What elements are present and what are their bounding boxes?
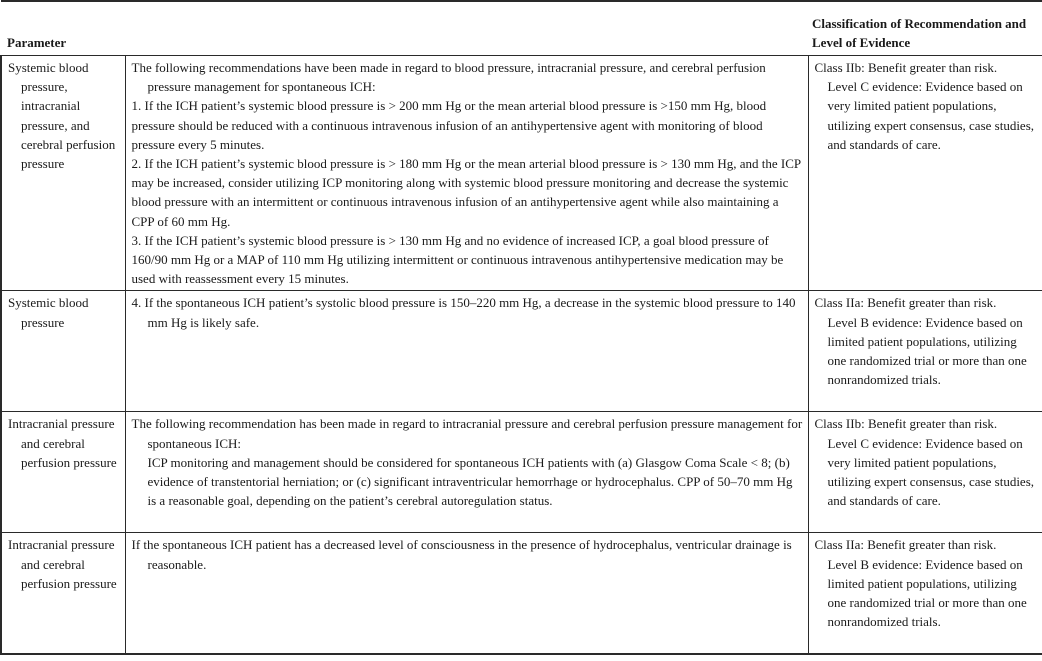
recommendation-cell: [125, 56, 808, 291]
recommendation-item: 1. If the ICH patient’s systemic blood pressure is > 200 mm Hg or the mean arterial blood pressure is >150 mm Hg, blood pressure should be reduced with a continuous intravenous infusion of an antihypertensive agent with monitoring of blood pressure every 5 minutes.: [131, 98, 767, 152]
recommendation-item: ICP monitoring and management should be considered for spontaneous ICH patients with (a) Glasgow Coma Scale < 8; (b) evidence of transtentorial herniation; or (c) significant intraventricular hemorrhage or hydrocephalus. CPP of 50–70 mm Hg is a reasonable goal, depending on the patient’s cerebral autoregulation status.: [147, 454, 793, 509]
table-body: [1, 56, 1042, 655]
recommendation-cell: [125, 291, 808, 412]
evidence-level-text: Level B evidence: Evidence based on limited patient populations, utilizing one randomized trial or more than one nonrandomized trials.: [827, 314, 1027, 388]
table-row: [1, 56, 1042, 291]
table-row: [1, 291, 1042, 412]
parameter-text: Intracranial pressure and cerebral perfusion pressure: [8, 416, 117, 470]
recommendation-intro: 4. If the spontaneous ICH patient’s systolic blood pressure is 150–220 mm Hg, a decrease in the systemic blood pressure to 140 mm Hg is likely safe.: [131, 295, 796, 330]
classification-cell: [808, 56, 1042, 291]
recommendation-item: 2. If the ICH patient’s systemic blood pressure is > 180 mm Hg or the mean arterial blood pressure is > 130 mm Hg, and the ICP may be increased, consider utilizing ICP monitoring along with systemic blood pressure monitoring and decrease the systemic blood pressure with an intermittent or continuous intravenous infusion of an antihypertensive agent while also maintaining a CPP of 60 mm Hg.: [131, 156, 801, 229]
header-classification: Classification of Recommendation and Level of Evidence: [808, 1, 1042, 56]
evidence-level-text: Level B evidence: Evidence based on limited patient populations, utilizing one randomized trial or more than one nonrandomized trials.: [827, 556, 1027, 630]
table-row: [1, 533, 1042, 655]
parameter-cell: [1, 291, 125, 412]
recommendation-item: 3. If the ICH patient’s systemic blood pressure is > 130 mm Hg and no evidence of increased ICP, a goal blood pressure of 160/90 mm Hg or a MAP of 110 mm Hg utilizing intermittent or continuous intravenous antihypertensive medication may be used with reassessment every 15 minutes.: [131, 232, 784, 287]
class-text: Class IIa: Benefit greater than risk.: [814, 295, 997, 311]
parameter-cell: [1, 533, 125, 655]
parameter-cell: [1, 412, 125, 533]
recommendation-cell: [125, 412, 808, 533]
class-text: Class IIa: Benefit greater than risk.: [814, 537, 997, 553]
parameter-cell: [1, 56, 125, 291]
parameter-text: Intracranial pressure and cerebral perfusion pressure: [8, 537, 117, 591]
parameter-text: Systemic blood pressure: [8, 295, 89, 330]
header-parameter: Parameter: [1, 1, 125, 56]
parameter-text: Systemic blood pressure, intracranial pressure, and cerebral perfusion pressure: [8, 60, 116, 172]
recommendation-intro: If the spontaneous ICH patient has a decreased level of consciousness in the presence of hydrocephalus, ventricular drainage is reasonable.: [131, 537, 792, 572]
class-text: Class IIb: Benefit greater than risk.: [814, 60, 998, 75]
recommendation-intro: The following recommendations have been made in regard to blood pressure, intracranial pressure, and cerebral perfusion pressure management for spontaneous ICH:: [131, 60, 766, 95]
header-recommendation: [125, 1, 808, 56]
table-header: [1, 1, 1042, 56]
classification-cell: [808, 412, 1042, 533]
evidence-level-text: Level C evidence: Evidence based on very limited patient populations, utilizing expert consensus, case studies, and standards of care.: [827, 435, 1035, 509]
header-row: [1, 1, 1042, 56]
recommendation-cell: [125, 533, 808, 655]
classification-cell: [808, 533, 1042, 655]
recommendation-intro: The following recommendation has been made in regard to intracranial pressure and cerebral perfusion pressure management for spontaneous ICH:: [131, 416, 803, 451]
classification-cell: [808, 291, 1042, 412]
evidence-level-text: Level C evidence: Evidence based on very limited patient populations, utilizing expert consensus, case studies, and standards of care.: [827, 79, 1035, 152]
table-row: [1, 412, 1042, 533]
class-text: Class IIb: Benefit greater than risk.: [814, 416, 998, 432]
